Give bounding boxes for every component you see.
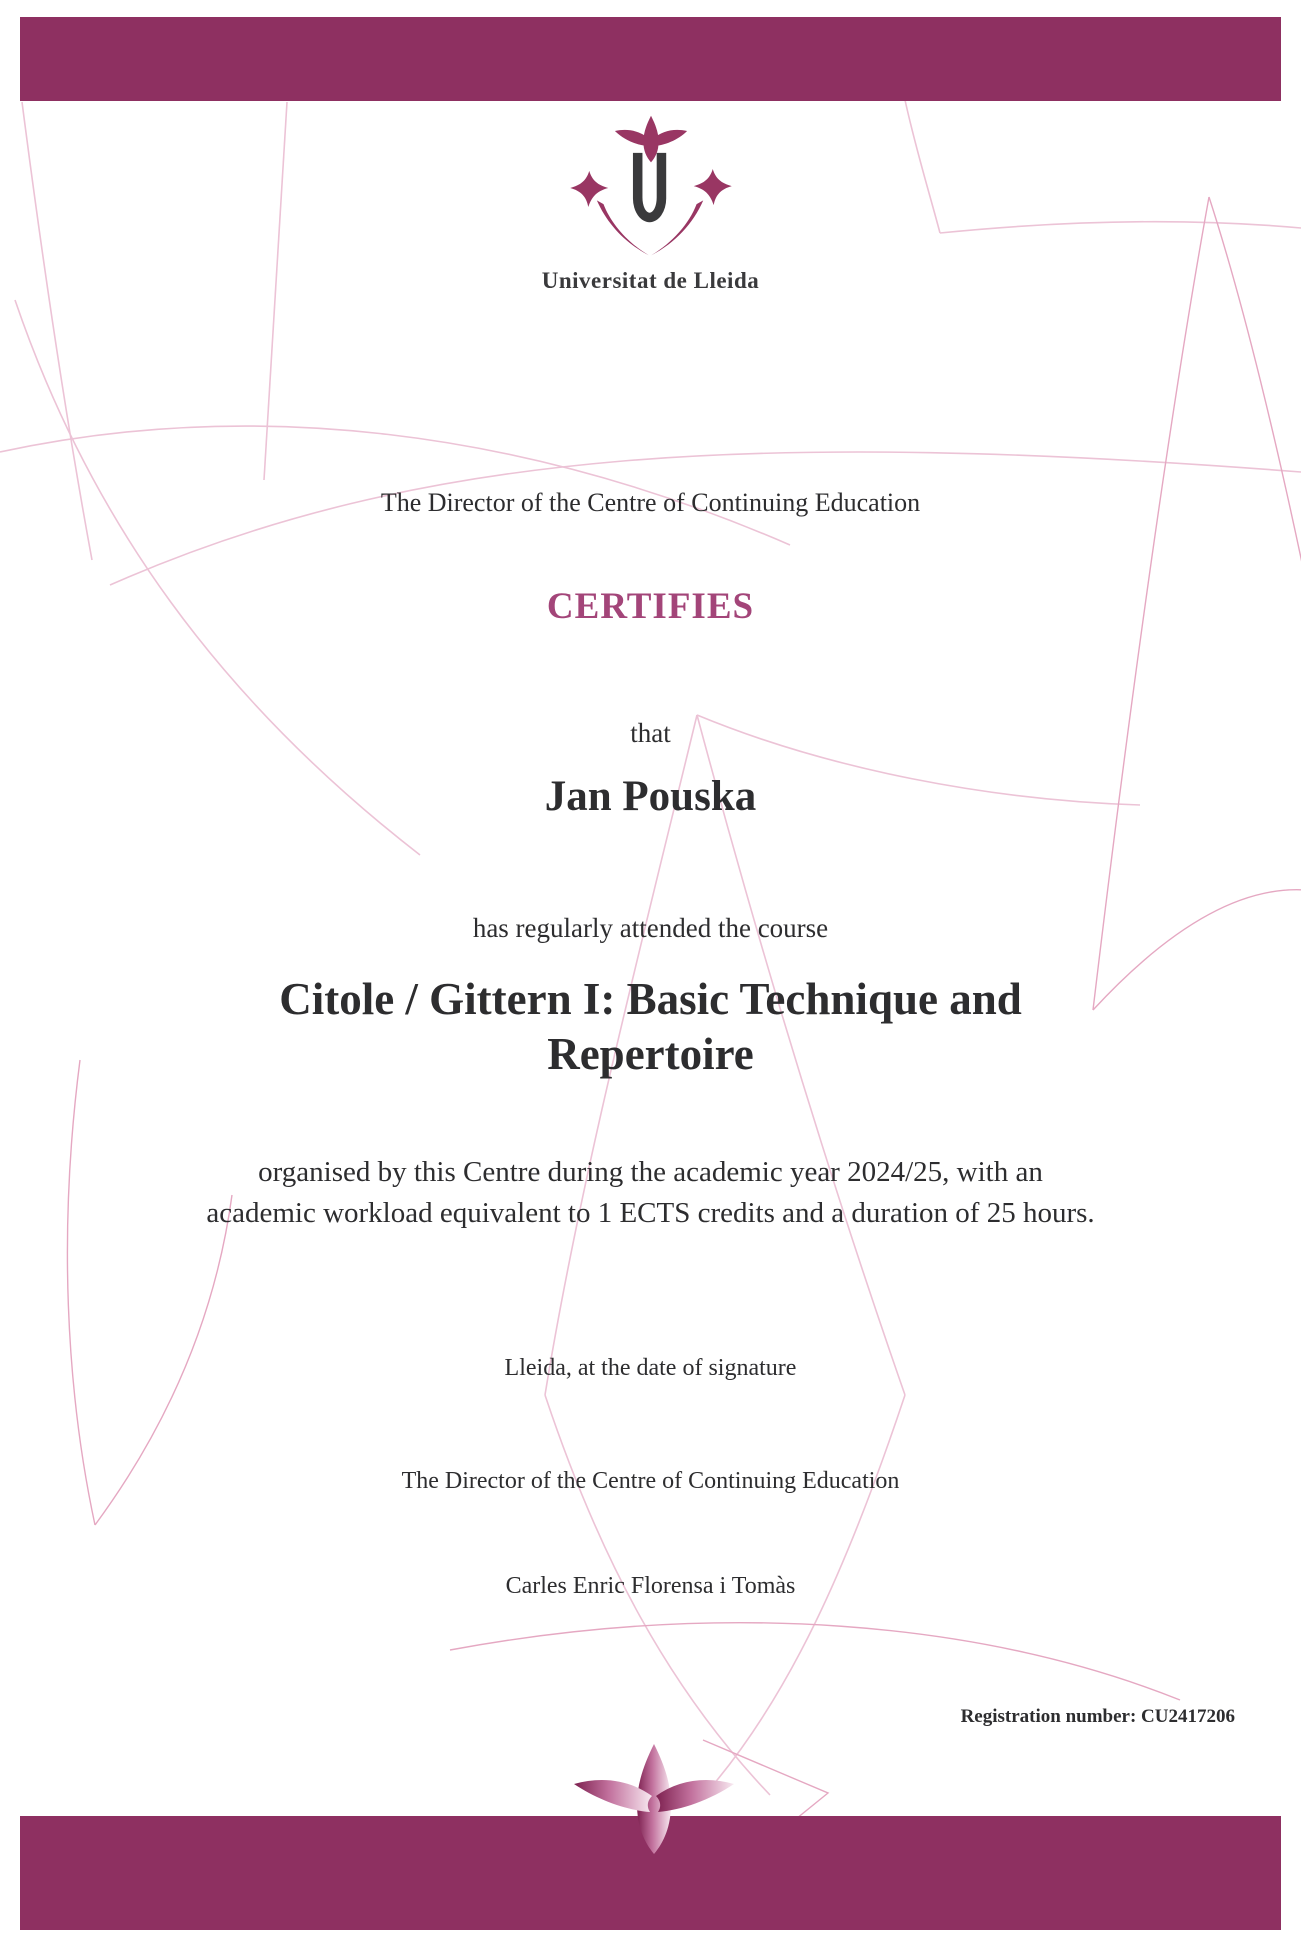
issuer-line: The Director of the Centre of Continuing Education (380, 488, 921, 517)
logo-right-bird-icon (694, 169, 732, 205)
that-label: that (630, 718, 671, 748)
bottom-tulip-icon (574, 1742, 734, 1857)
course-title-text: Citole / Gittern I: Basic Technique and Repertoire (279, 974, 1022, 1079)
logo-fleur-icon (615, 116, 687, 163)
attendance-line: has regularly attended the course (472, 913, 829, 943)
logo-letter-u (633, 153, 666, 222)
logo-leaves-icon (597, 200, 703, 255)
top-accent-bar (20, 17, 1281, 101)
logo-wordmark: Universitat de Lleida (541, 268, 760, 293)
student-name: Jan Pouska (544, 773, 757, 820)
course-details-text: organised by this Centre during the academic year 2024/25, with an academic workload equivalent to 1 ECTS credits and a duration of 25 hours. (206, 1156, 1095, 1230)
university-logo (561, 112, 741, 264)
course-title (0, 972, 1301, 1082)
signer-name: Carles Enric Florensa i Tomàs (505, 1573, 796, 1599)
certifies-heading: CERTIFIES (546, 586, 755, 627)
place-date-line: Lleida, at the date of signature (504, 1355, 797, 1381)
signer-title: The Director of the Centre of Continuing Education (401, 1468, 900, 1494)
course-details (0, 1152, 1301, 1234)
logo-left-bird-icon (570, 171, 608, 207)
registration-number: Registration number: CU2417206 (960, 1706, 1235, 1727)
